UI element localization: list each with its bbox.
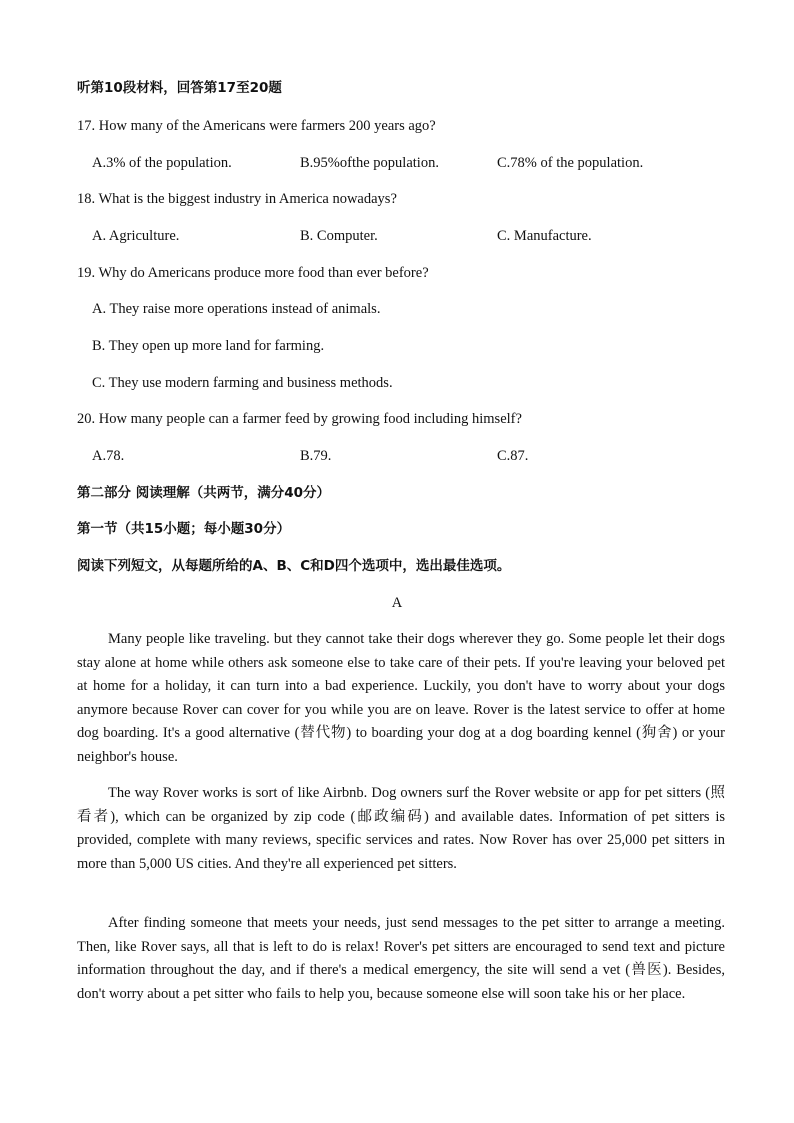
question-19-option-b: B. They open up more land for farming.: [92, 338, 325, 354]
part-2-title: 第二部分 阅读理解（共两节，满分40分）: [77, 485, 330, 501]
question-19-option-c: C. They use modern farming and business methods.: [92, 375, 393, 391]
question-18-option-b: B. Computer.: [300, 228, 378, 244]
reading-instruction: 阅读下列短文，从每题所给的A、B、C和D四个选项中，选出最佳选项。: [77, 558, 511, 574]
question-18-stem: 18. What is the biggest industry in America nowadays?: [77, 191, 397, 207]
question-20-option-c: C.87.: [497, 448, 529, 464]
question-20-option-b: B.79.: [300, 448, 332, 464]
question-17-option-b: B.95%ofthe population.: [300, 155, 439, 171]
passage-paragraph-2: The way Rover works is sort of like Airbnb. Dog owners surf the Rover website or app for pet sitters (照看者), which can be organized by zip code (邮政编码) and available dates. Information of pet sitters is provided, complete with many reviews, specific services and rates. Now Rover has over 25,000 pet sitters in more than 5,000 US cities. And they're all experienced pet sitters.: [77, 785, 725, 872]
question-19-option-a: A. They raise more operations instead of animals.: [92, 301, 381, 317]
question-19-stem: 19. Why do Americans produce more food than ever before?: [77, 265, 429, 281]
question-17-stem: 17. How many of the Americans were farmers 200 years ago?: [77, 118, 436, 134]
section-header: 听第10段材料，回答第17至20题: [77, 80, 282, 96]
question-17-option-a: A.3% of the population.: [92, 155, 232, 171]
section-1-title: 第一节（共15小题；每小题30分）: [77, 521, 291, 537]
question-18-option-a: A. Agriculture.: [92, 228, 180, 244]
passage-paragraph-1: Many people like traveling. but they cannot take their dogs wherever they go. Some people let their dogs stay alone at home while others ask someone else to take care of their pets. If you're leaving your beloved pet at home for a holiday, it can turn into a bad experience. Luckily, you don't have to worry about your dogs anymore because Rover can cover for you while you are on leave. Rover is the latest service to offer at home dog boarding. It's a good alternative (替代物) to boarding your dog at a dog boarding kennel (狗舍) or your neighbor's house.: [77, 631, 725, 765]
question-20-stem: 20. How many people can a farmer feed by growing food including himself?: [77, 411, 522, 427]
question-18-option-c: C. Manufacture.: [497, 228, 592, 244]
passage-paragraph-3: After finding someone that meets your needs, just send messages to the pet sitter to arrange a meeting. Then, like Rover says, all that is left to do is relax! Rover's pet sitters are encouraged to send text and picture information throughout the day, and if there's a medical emergency, the site will send a vet (兽医). Besides, don't worry about a pet sitter who fails to help you, because someone else will soon take his or her place.: [77, 915, 725, 1002]
passage-label: A: [391, 595, 403, 611]
question-17-option-c: C.78% of the population.: [497, 155, 644, 171]
question-20-option-a: A.78.: [92, 448, 125, 464]
